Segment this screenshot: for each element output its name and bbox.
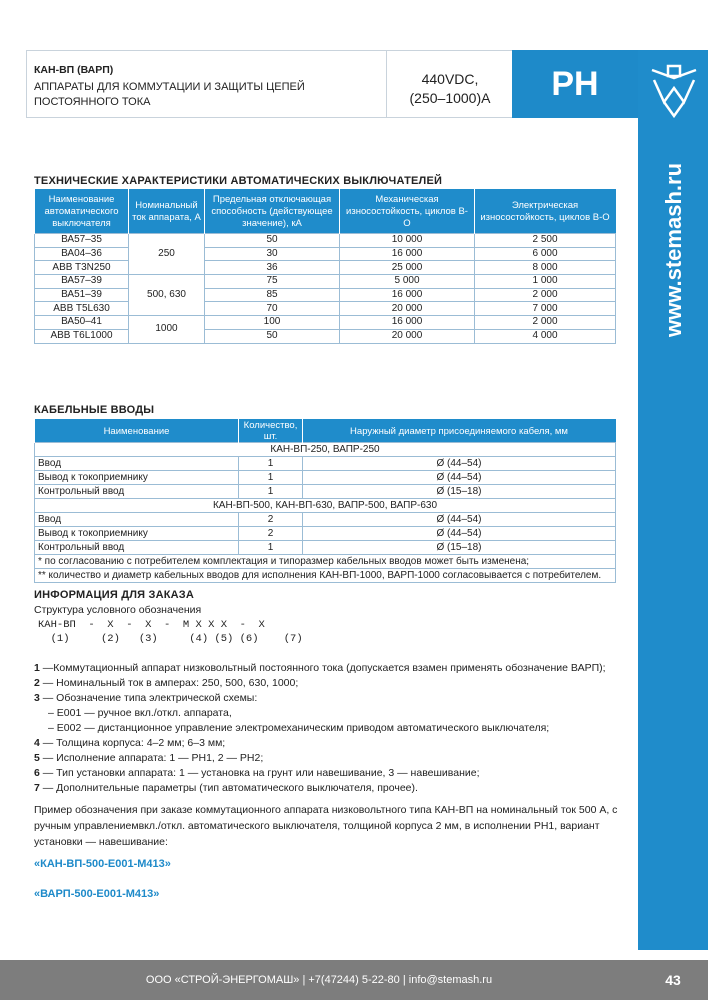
cables-title: КАБЕЛЬНЫЕ ВВОДЫ	[34, 404, 155, 416]
cell-mech: 20 000	[340, 329, 475, 343]
breakers-title: ТЕХНИЧЕСКИЕ ХАРАКТЕРИСТИКИ АВТОМАТИЧЕСКИХ ВЫКЛЮЧАТЕЛЕЙ	[34, 175, 443, 187]
cell-mech: 10 000	[340, 234, 475, 248]
cell-capacity: 70	[205, 302, 340, 316]
cell-elec: 8 000	[475, 261, 616, 275]
cell-name: ВА57–39	[35, 275, 129, 289]
item-number: 2	[34, 677, 40, 689]
rh-badge: РН	[512, 50, 638, 118]
cell-name: Контрольный ввод	[35, 485, 239, 499]
col-header-name: Наименование автоматического выключателя	[35, 190, 129, 234]
table-row	[35, 234, 616, 248]
cell-capacity: 36	[205, 261, 340, 275]
order-code-example-1: «КАН-ВП-500-Е001-М413»	[34, 858, 171, 870]
cell-mech: 16 000	[340, 288, 475, 302]
item-number: 6	[34, 767, 40, 779]
company-logo-icon	[648, 62, 700, 122]
cell-elec: 2 500	[475, 234, 616, 248]
cell-elec: 4 000	[475, 329, 616, 343]
cell-name: ВА50–41	[35, 316, 129, 330]
cell-diameter: Ø (15–18)	[303, 541, 616, 555]
table-row	[35, 527, 616, 541]
structure-label: Структура условного обозначения	[34, 604, 202, 616]
order-example: Пример обозначения при заказе коммутационного аппарата низковольтного типа КАН-ВП на номинальный ток 500 А, с ручным управлениемвкл./откл. автоматического выключателя, толщиной корпуса 2 мм, в исполнении РН1, вариант установки — навешивание:	[34, 804, 618, 848]
col-header-elec: Электрическая износостойкость, циклов В-О	[475, 190, 616, 234]
table-group-row	[35, 499, 616, 513]
cell-capacity: 50	[205, 234, 340, 248]
cell-capacity: 85	[205, 288, 340, 302]
item-number: 4	[34, 737, 40, 749]
cell-elec: 2 000	[475, 288, 616, 302]
item-text: – Е001 — ручное вкл./откл. аппарата,	[48, 707, 232, 719]
item-text: – Е002 — дистанционное управление электромеханическим приводом автоматического выключателя;	[48, 722, 550, 734]
table-row	[35, 513, 616, 527]
order-item	[34, 782, 418, 795]
cell-qty: 1	[239, 485, 303, 499]
table-row	[35, 329, 616, 343]
cell-capacity: 50	[205, 329, 340, 343]
cell-elec: 1 000	[475, 275, 616, 289]
cell-mech: 16 000	[340, 316, 475, 330]
table-row	[35, 261, 616, 275]
item-text: — Обозначение типа электрической схемы:	[42, 692, 258, 704]
cell-name: Вывод к токоприемнику	[35, 527, 239, 541]
item-text: — Исполнение аппарата: 1 — РН1, 2 — РН2;	[42, 752, 264, 764]
cell-diameter: Ø (44–54)	[303, 471, 616, 485]
cell-qty: 1	[239, 541, 303, 555]
cell-qty: 1	[239, 457, 303, 471]
cell-name: Ввод	[35, 457, 239, 471]
cell-name: ABB T6L1000	[35, 329, 129, 343]
item-number: 1	[34, 662, 40, 674]
table-note-row	[35, 569, 616, 583]
col-header-qty: Количество, шт.	[239, 420, 303, 443]
table-row	[35, 288, 616, 302]
order-item	[34, 692, 257, 705]
order-item	[34, 737, 225, 750]
col-header-mech: Механическая износостойкость, циклов В-О	[340, 190, 475, 234]
order-code-example-2: «ВАРП-500-Е001-М413»	[34, 888, 160, 900]
header-divider	[386, 50, 387, 118]
product-title: КАН-ВП (ВАРП)	[34, 64, 114, 76]
cell-capacity: 75	[205, 275, 340, 289]
cell-mech: 25 000	[340, 261, 475, 275]
website-url[interactable]: www.stemash.ru	[661, 162, 686, 338]
col-header-name: Наименование	[35, 420, 239, 443]
cell-elec: 6 000	[475, 247, 616, 261]
cell-qty: 2	[239, 513, 303, 527]
order-item	[34, 662, 606, 675]
table-row	[35, 457, 616, 471]
item-text: —Коммутационный аппарат низковольтный постоянного тока (допускается взамен применять обозначение ВАРП);	[42, 662, 606, 674]
cell-capacity: 100	[205, 316, 340, 330]
cell-name: ABB T3N250	[35, 261, 129, 275]
col-header-capacity: Предельная отключающая способность (действующее значение), кА	[205, 190, 340, 234]
cell-mech: 5 000	[340, 275, 475, 289]
table-row	[35, 541, 616, 555]
table-row	[35, 247, 616, 261]
group-label: КАН-ВП-500, КАН-ВП-630, ВАПР-500, ВАПР-630	[35, 499, 616, 513]
cell-name: ВА51–39	[35, 288, 129, 302]
cell-name: ВА57–35	[35, 234, 129, 248]
order-title: ИНФОРМАЦИЯ ДЛЯ ЗАКАЗА	[34, 589, 195, 601]
table-header-row	[35, 420, 616, 443]
cell-mech: 20 000	[340, 302, 475, 316]
cell-name: ABB T5L630	[35, 302, 129, 316]
cell-elec: 7 000	[475, 302, 616, 316]
item-number: 5	[34, 752, 40, 764]
cell-qty: 1	[239, 471, 303, 485]
page-number: 43	[665, 972, 681, 988]
product-subtitle: АППАРАТЫ ДЛЯ КОММУТАЦИИ И ЗАЩИТЫ ЦЕПЕЙ ПОСТОЯННОГО ТОКА	[34, 81, 305, 108]
table-row	[35, 471, 616, 485]
cell-name: Контрольный ввод	[35, 541, 239, 555]
table-row	[35, 316, 616, 330]
cable-note-2: ** количество и диаметр кабельных вводов для исполнения КАН-ВП-1000, ВАРП-1000 согласовывается с потребителем.	[35, 569, 616, 583]
footer-contacts: ООО «СТРОЙ-ЭНЕРГОМАШ» | +7(47244) 5-22-80 | info@stemash.ru	[145, 974, 493, 986]
col-header-diameter: Наружный диаметр присоединяемого кабеля, мм	[303, 420, 616, 443]
cell-diameter: Ø (15–18)	[303, 485, 616, 499]
spec-text	[392, 70, 508, 108]
cell-elec: 2 000	[475, 316, 616, 330]
item-text: — Дополнительные параметры (тип автоматического выключателя, прочее).	[42, 782, 418, 794]
item-text: — Номинальный ток в амперах: 250, 500, 630, 1000;	[42, 677, 299, 689]
group-label: КАН-ВП-250, ВАПР-250	[35, 443, 616, 457]
cell-name: ВА04–36	[35, 247, 129, 261]
cell-diameter: Ø (44–54)	[303, 513, 616, 527]
cables-table	[34, 419, 616, 583]
code-structure: КАН-ВП - Х - Х - М Х Х Х - Х	[38, 619, 265, 631]
cell-capacity: 30	[205, 247, 340, 261]
cell-current: 500, 630	[129, 275, 205, 316]
item-number: 7	[34, 782, 40, 794]
table-row	[35, 302, 616, 316]
col-header-current: Номинальный ток аппарата, А	[129, 190, 205, 234]
item-text: — Толщина корпуса: 4–2 мм; 6–3 мм;	[42, 737, 226, 749]
cell-mech: 16 000	[340, 247, 475, 261]
table-header-row	[35, 190, 616, 234]
order-item	[34, 752, 263, 765]
order-subitem	[34, 707, 232, 720]
item-number: 3	[34, 692, 40, 704]
table-row	[35, 485, 616, 499]
cell-name: Ввод	[35, 513, 239, 527]
table-group-row	[35, 443, 616, 457]
cell-current: 1000	[129, 316, 205, 343]
table-note-row	[35, 555, 616, 569]
cable-note-1: * по согласованию с потребителем комплектация и типоразмер кабельных вводов может быть изменена;	[35, 555, 616, 569]
code-indices: (1) (2) (3) (4) (5) (6) (7)	[38, 633, 303, 645]
cell-qty: 2	[239, 527, 303, 541]
spec-line-2: (250–1000)А	[409, 90, 491, 106]
order-item	[34, 767, 480, 780]
cell-name: Вывод к токоприемнику	[35, 471, 239, 485]
item-text: — Тип установки аппарата: 1 — установка на грунт или навешивание, 3 — навешивание;	[42, 767, 480, 779]
breakers-table	[34, 189, 616, 344]
cell-current: 250	[129, 234, 205, 275]
table-row	[35, 275, 616, 289]
spec-line-1: 440VDC,	[421, 71, 479, 87]
cell-diameter: Ø (44–54)	[303, 457, 616, 471]
cell-diameter: Ø (44–54)	[303, 527, 616, 541]
order-item	[34, 677, 298, 690]
order-subitem	[34, 722, 549, 735]
